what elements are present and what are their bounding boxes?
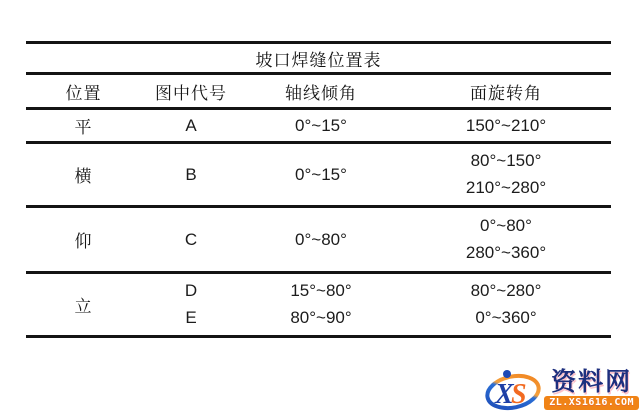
table-row bbox=[26, 208, 611, 274]
position-cell: 仰 bbox=[74, 232, 93, 252]
table-title: 坡口焊缝位置表 bbox=[255, 50, 382, 71]
logo-letter-x: X bbox=[495, 379, 514, 410]
header-axis-angle: 轴线倾角 bbox=[285, 83, 357, 104]
header-position: 位置 bbox=[65, 83, 102, 104]
xs-logo-icon bbox=[484, 367, 542, 413]
position-cell: 平 bbox=[74, 118, 93, 138]
code-cell bbox=[141, 274, 241, 335]
logo-letter-s: S bbox=[511, 379, 527, 410]
watermark-text-block bbox=[544, 370, 639, 410]
site-watermark bbox=[484, 367, 639, 413]
table-header-row bbox=[26, 75, 611, 110]
code-cell: C bbox=[184, 229, 198, 249]
axis-cell bbox=[241, 274, 401, 335]
face-cell bbox=[401, 144, 611, 205]
axis-range: 80°~90° bbox=[290, 308, 352, 327]
code-cell: A bbox=[185, 115, 197, 135]
weld-position-table bbox=[26, 41, 611, 338]
code-cell: B bbox=[185, 164, 197, 184]
face-range: 0°~360° bbox=[475, 308, 537, 327]
face-range: 280°~360° bbox=[465, 243, 547, 263]
code-value: D bbox=[184, 281, 198, 300]
header-face-angle: 面旋转角 bbox=[470, 83, 542, 104]
face-cell bbox=[401, 274, 611, 335]
axis-range: 15°~80° bbox=[290, 281, 352, 300]
face-range: 80°~150° bbox=[470, 151, 542, 170]
header-code: 图中代号 bbox=[155, 83, 227, 104]
table-row bbox=[26, 144, 611, 208]
watermark-site-name: 资料网 bbox=[551, 368, 633, 396]
table-row bbox=[26, 110, 611, 144]
table-title-row bbox=[26, 44, 611, 75]
face-cell bbox=[401, 208, 611, 271]
face-range: 80°~280° bbox=[470, 281, 542, 300]
face-cell: 150°~210° bbox=[465, 115, 547, 135]
face-range: 210°~280° bbox=[465, 178, 547, 197]
table-row bbox=[26, 274, 611, 338]
code-value: E bbox=[185, 308, 197, 327]
position-cell: 横 bbox=[74, 167, 93, 187]
axis-cell: 0°~80° bbox=[295, 229, 347, 249]
face-range: 0°~80° bbox=[480, 215, 532, 235]
watermark-site-url: ZL.XS1616.COM bbox=[544, 396, 639, 410]
axis-cell: 0°~15° bbox=[295, 115, 347, 135]
axis-cell: 0°~15° bbox=[295, 164, 347, 184]
logo-dot bbox=[503, 370, 511, 378]
position-cell: 立 bbox=[74, 297, 93, 317]
